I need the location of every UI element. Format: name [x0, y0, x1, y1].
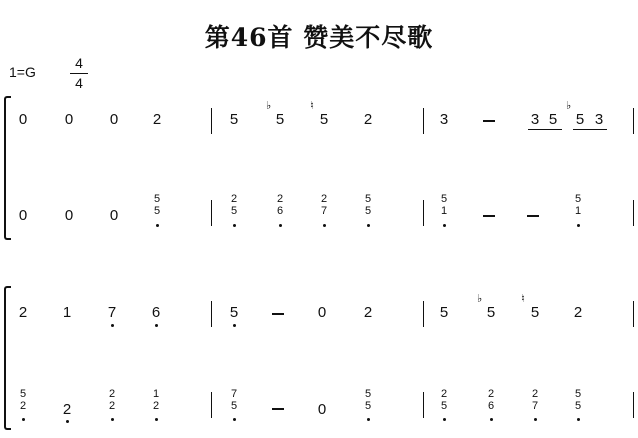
chord: 5 5 [153, 193, 161, 217]
note: 5 [575, 111, 585, 128]
bar-line [211, 301, 212, 327]
bar-line [211, 108, 212, 134]
low-dot [233, 224, 236, 227]
bar-line [423, 301, 424, 327]
chord: 2 7 [320, 193, 328, 217]
low-dot [279, 224, 282, 227]
note: 5 [486, 304, 496, 321]
flat-sign: ♭ [477, 292, 483, 305]
low-dot [443, 224, 446, 227]
beam [573, 129, 607, 130]
low-dot [233, 324, 236, 327]
dash [272, 408, 284, 410]
chord: 5 2 [19, 388, 27, 412]
system-brace [4, 96, 11, 240]
bar-line [633, 108, 634, 134]
low-dot [111, 418, 114, 421]
chord: 5 1 [574, 193, 582, 217]
note: 5 [275, 111, 285, 128]
meter-bottom: 4 [75, 75, 83, 91]
note: 5 [229, 304, 239, 321]
bar-line [423, 392, 424, 418]
low-dot [577, 418, 580, 421]
flat-sign: ♭ [266, 99, 272, 112]
note: 0 [109, 111, 119, 128]
note: 5 [548, 111, 558, 128]
bar-line [211, 392, 212, 418]
note: 2 [363, 111, 373, 128]
note: 3 [439, 111, 449, 128]
note: 2 [62, 401, 72, 418]
note: 0 [109, 207, 119, 224]
dash [272, 313, 284, 315]
note: 2 [152, 111, 162, 128]
note: 5 [530, 304, 540, 321]
chord: 2 6 [276, 193, 284, 217]
beam [528, 129, 562, 130]
note: 0 [64, 207, 74, 224]
note: 7 [107, 304, 117, 321]
note: 0 [317, 304, 327, 321]
low-dot [22, 418, 25, 421]
note: 0 [317, 401, 327, 418]
note: 3 [530, 111, 540, 128]
bar-line [633, 200, 634, 226]
chord: 5 1 [440, 193, 448, 217]
key-signature: 1=G [9, 64, 36, 80]
low-dot [367, 418, 370, 421]
chord: 5 5 [574, 388, 582, 412]
low-dot [367, 224, 370, 227]
time-signature [70, 55, 88, 92]
dash [483, 215, 495, 217]
bar-line [633, 392, 634, 418]
note: 0 [18, 111, 28, 128]
bar-line [423, 200, 424, 226]
note: 5 [439, 304, 449, 321]
bar-line [211, 200, 212, 226]
chord: 2 5 [230, 193, 238, 217]
note: 0 [64, 111, 74, 128]
note: 0 [18, 207, 28, 224]
song-title: 第46首 赞美不尽歌 [204, 23, 434, 52]
dash [527, 215, 539, 217]
low-dot [111, 324, 114, 327]
low-dot [323, 224, 326, 227]
note: 2 [18, 304, 28, 321]
low-dot [66, 420, 69, 423]
note: 6 [151, 304, 161, 321]
chord: 5 5 [364, 193, 372, 217]
bar-line [633, 301, 634, 327]
low-dot [233, 418, 236, 421]
natural-sign: ♮ [310, 99, 314, 112]
low-dot [443, 418, 446, 421]
low-dot [534, 418, 537, 421]
low-dot [577, 224, 580, 227]
meter-top: 4 [75, 55, 83, 71]
note: 5 [319, 111, 329, 128]
flat-sign: ♭ [566, 99, 572, 112]
low-dot [490, 418, 493, 421]
dash [483, 120, 495, 122]
note: 1 [62, 304, 72, 321]
note: 3 [594, 111, 604, 128]
bar-line [423, 108, 424, 134]
low-dot [155, 418, 158, 421]
chord: 7 5 [230, 388, 238, 412]
system-brace [4, 286, 11, 430]
note: 2 [573, 304, 583, 321]
chord: 2 2 [108, 388, 116, 412]
chord: 2 7 [531, 388, 539, 412]
note: 2 [363, 304, 373, 321]
natural-sign: ♮ [521, 292, 525, 305]
chord: 2 5 [440, 388, 448, 412]
chord: 2 6 [487, 388, 495, 412]
chord: 1 2 [152, 388, 160, 412]
chord: 5 5 [364, 388, 372, 412]
note: 5 [229, 111, 239, 128]
low-dot [156, 224, 159, 227]
low-dot [155, 324, 158, 327]
